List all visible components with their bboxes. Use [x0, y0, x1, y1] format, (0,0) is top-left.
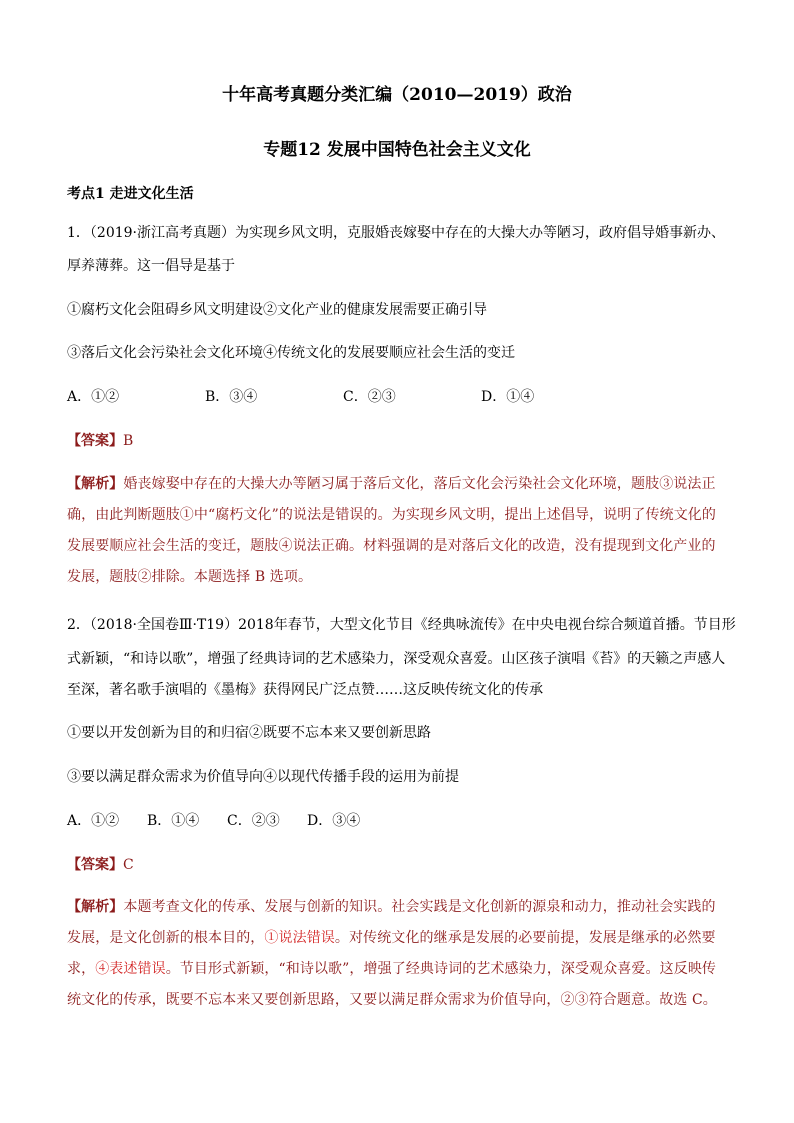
- q1-stem-line2: 厚养薄葬。这一倡导是基于: [67, 258, 235, 274]
- q2-analysis: [67, 892, 727, 1016]
- q2-stem-line3: 至深，著名歌手演唱的《墨梅》获得网民广泛点赞……这反映传统文化的传承: [67, 682, 543, 698]
- q1-option-a: A．①②: [67, 389, 120, 405]
- section-heading: 考点1 走进文化生活: [67, 186, 194, 202]
- q1-option-b: B．③④: [205, 389, 258, 405]
- q2-stem-line2: 式新颖，“和诗以歌”，增强了经典诗词的艺术感染力，深受观众喜爱。山区孩子演唱《苔》的天籁之声感人: [67, 651, 726, 667]
- q2-answer-value: C: [123, 857, 134, 873]
- q1-answer-tag: 【答案】: [67, 433, 123, 449]
- q1-analysis-tag: 【解析】: [67, 476, 124, 492]
- q2-stem-line1: 2．（2018·全国卷Ⅲ·T19）2018年春节，大型文化节目《经典咏流传》在中央电视台综合频道首播。节目形: [67, 617, 736, 633]
- q1-option-c: C．②③: [343, 389, 396, 405]
- q2-answer: [67, 854, 134, 874]
- document-subtitle: 专题12 发展中国特色社会主义文化: [263, 140, 531, 160]
- q2-analysis-part3: 。节目形式新颖，“和诗以歌”，增强了经典诗词的艺术感染力，深受观众喜爱。这反映传统文化的传承，既要不忘本来又要创新思路，又要以满足群众需求为价值导向，②③符合题意。故选 C。: [67, 961, 717, 1008]
- q2-option-d: D．③④: [307, 813, 361, 829]
- q1-analysis: [67, 469, 727, 593]
- q2-option-a: A．①②: [67, 813, 120, 829]
- q2-analysis-tag: 【解析】: [67, 899, 124, 915]
- q2-option-b: B．①④: [147, 813, 200, 829]
- document-title: 十年高考真题分类汇编（2010—2019）政治: [222, 85, 572, 105]
- q1-choice-line2: ③落后文化会污染社会文化环境④传统文化的发展要顺应社会生活的变迁: [67, 345, 515, 361]
- q2-choice-line1: ①要以开发创新为目的和归宿②既要不忘本来又要创新思路: [67, 725, 431, 741]
- q2-analysis-part1: 本题考查文化的传承、发展与创新的知识。社会实践是文化创新的源泉和动力，推动社会实践的发展，是文化创新的根本目的，: [67, 899, 716, 946]
- q1-option-d: D．①④: [481, 389, 535, 405]
- q1-answer-value: B: [123, 433, 134, 449]
- q2-analysis-error2: ④表述错误: [95, 961, 166, 977]
- q2-analysis-part2: 。对传统文化的继承是发展的必要前提，发展是继承的必然要求，: [67, 930, 716, 977]
- q2-options: [67, 810, 360, 830]
- q2-choice-line2: ③要以满足群众需求为价值导向④以现代传播手段的运用为前提: [67, 769, 459, 785]
- q2-option-c: C．②③: [227, 813, 280, 829]
- q1-answer: [67, 430, 133, 450]
- q1-options: [67, 386, 534, 406]
- q2-answer-tag: 【答案】: [67, 857, 123, 873]
- q1-analysis-text: 婚丧嫁娶中存在的大操大办等陋习属于落后文化，落后文化会污染社会文化环境，题肢③说法正确，由此判断题肢①中“腐朽文化”的说法是错误的。为实现乡风文明，提出上述倡导，说明了传统文化的发展要顺应社会生活的变迁，题肢④说法正确。材料强调的是对落后文化的改造，没有提现到文化产业的发展，题肢②排除。本题选择 B 选项。: [67, 476, 717, 585]
- q1-choice-line1: ①腐朽文化会阻碍乡风文明建设②文化产业的健康发展需要正确引导: [67, 302, 487, 318]
- q1-stem-line1: 1．（2019·浙江高考真题）为实现乡风文明，克服婚丧嫁娶中存在的大操大办等陋习，政府倡导婚事新办、: [67, 225, 725, 241]
- q2-analysis-error1: ①说法错误: [264, 930, 335, 946]
